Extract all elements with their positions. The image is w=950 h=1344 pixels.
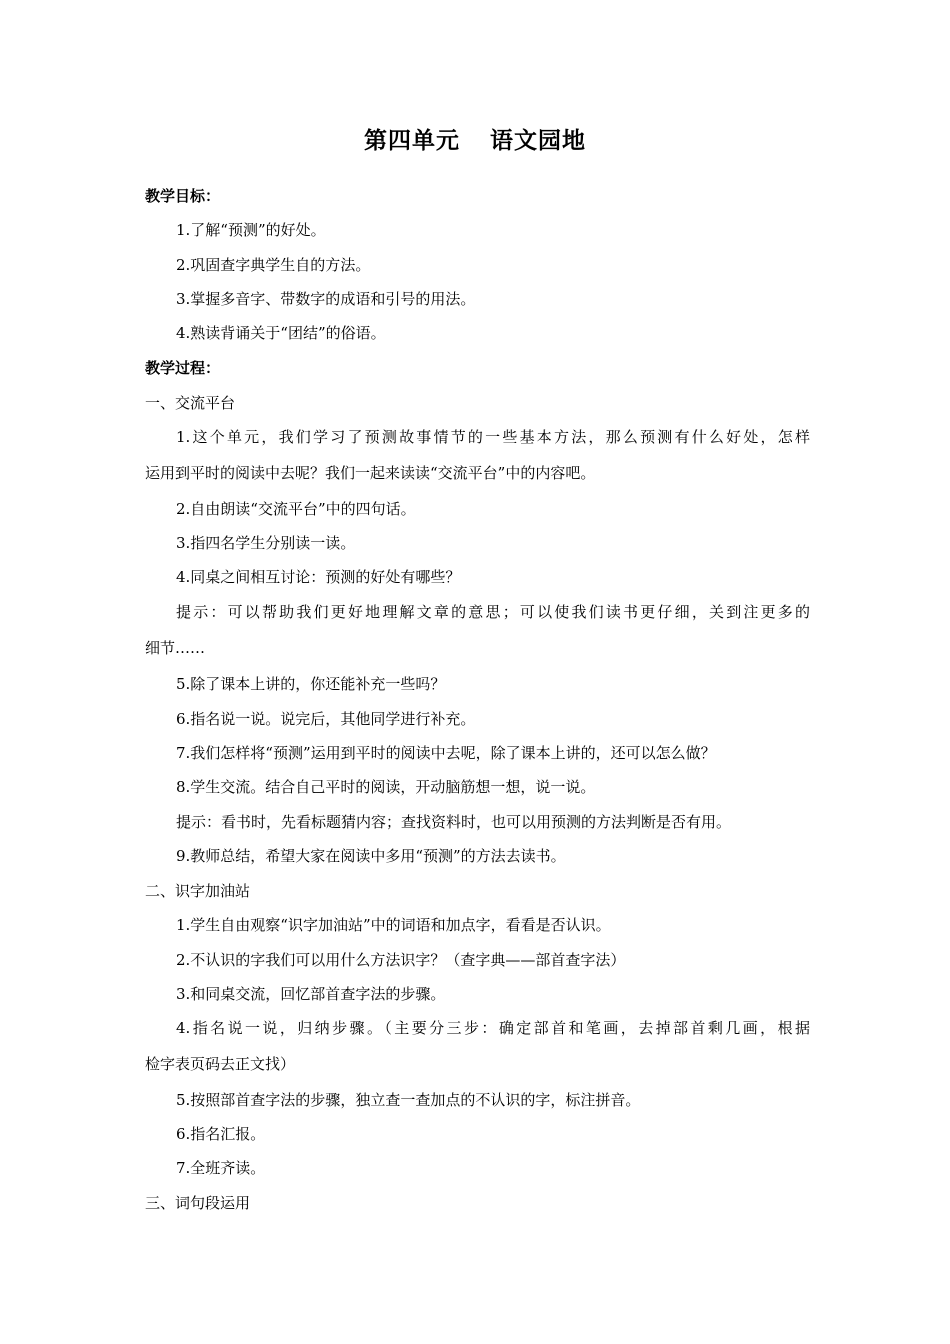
paragraph: 6.指名汇报。	[176, 1125, 266, 1143]
paragraph: 8.学生交流。结合自己平时的阅读，开动脑筋想一想，说一说。	[176, 778, 596, 796]
paragraph: 2.自由朗读“交流平台”中的四句话。	[176, 500, 416, 518]
paragraph: 4.指名说一说，归纳步骤。（主要分三步：确定部首和笔画，去掉部首剩几画，根据	[176, 1019, 810, 1037]
hint-paragraph: 提示：可以帮助我们更好地理解文章的意思；可以使我们读书更仔细，关到注更多的	[176, 603, 810, 621]
process-heading: 教学过程：	[145, 359, 221, 377]
paragraph: 3.指四名学生分别读一读。	[176, 534, 356, 552]
paragraph: 9.教师总结，希望大家在阅读中多用“预测”的方法去读书。	[176, 847, 566, 865]
objective-item: 1.了解“预测”的好处。	[176, 221, 326, 239]
title-topic: 语文园地	[490, 128, 586, 154]
section2-heading: 二、识字加油站	[145, 882, 251, 900]
document-title	[0, 122, 950, 155]
paragraph: 检字表页码去正文找）	[145, 1055, 296, 1073]
objective-item: 3.掌握多音字、带数字的成语和引号的用法。	[176, 290, 476, 308]
title-unit: 第四单元	[364, 128, 460, 154]
paragraph: 运用到平时的阅读中去呢？我们一起来读读“交流平台”中的内容吧。	[145, 464, 596, 482]
paragraph: 2.不认识的字我们可以用什么方法识字？（查字典——部首查字法）	[176, 951, 626, 969]
paragraph: 3.和同桌交流，回忆部首查字法的步骤。	[176, 985, 446, 1003]
paragraph: 5.按照部首查字法的步骤，独立查一查加点的不认识的字，标注拼音。	[176, 1091, 641, 1109]
objective-item: 2.巩固查字典学生自的方法。	[176, 256, 371, 274]
section1-heading: 一、交流平台	[145, 394, 236, 412]
paragraph: 7.我们怎样将“预测”运用到平时的阅读中去呢，除了课本上讲的，还可以怎么做？	[176, 744, 716, 762]
objective-item: 4.熟读背诵关于“团结”的俗语。	[176, 324, 386, 342]
hint-paragraph: 提示：看书时，先看标题猜内容；查找资料时，也可以用预测的方法判断是否有用。	[176, 813, 732, 831]
hint-paragraph: 细节……	[145, 639, 206, 657]
section3-heading: 三、词句段运用	[145, 1194, 251, 1212]
paragraph: 6.指名说一说。说完后，其他同学进行补充。	[176, 710, 476, 728]
paragraph: 5.除了课本上讲的，你还能补充一些吗？	[176, 675, 446, 693]
paragraph: 7.全班齐读。	[176, 1159, 266, 1177]
paragraph: 1.学生自由观察“识字加油站”中的词语和加点字，看看是否认识。	[176, 916, 611, 934]
objectives-heading: 教学目标：	[145, 187, 221, 205]
paragraph: 1.这个单元，我们学习了预测故事情节的一些基本方法，那么预测有什么好处，怎样	[176, 428, 810, 446]
paragraph: 4.同桌之间相互讨论：预测的好处有哪些？	[176, 568, 461, 586]
